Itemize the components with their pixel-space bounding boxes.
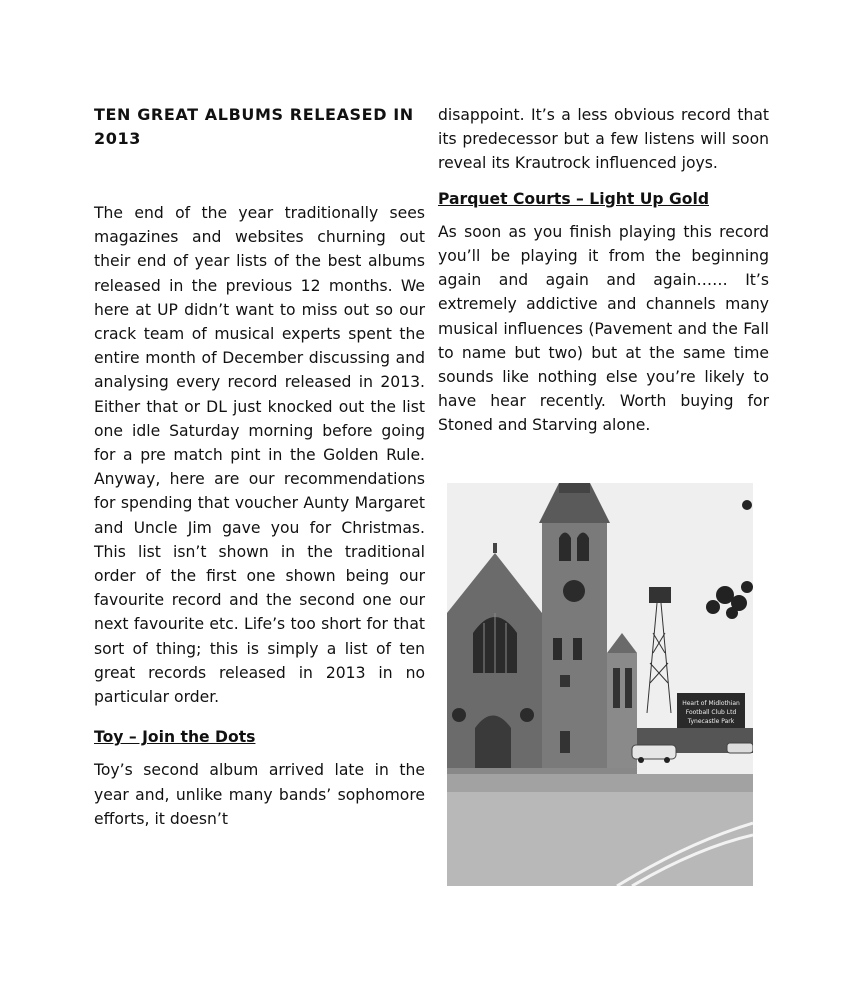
right-column bbox=[438, 103, 769, 438]
sign-text-line1: Heart of Midlothian bbox=[682, 700, 740, 707]
church-photo bbox=[447, 483, 753, 886]
sign-text-line3: Tynecastle Park bbox=[687, 718, 735, 725]
album-heading-parquet: Parquet Courts – Light Up Gold bbox=[438, 189, 709, 208]
album-text-parquet: As soon as you finish playing this record you’ll be playing it from the beginning again and again and again…… It’s extremely addictive and channels many musical influences (Pavement and the Fall to name but two) but at the same time sounds like nothing else you’re likely to have hear recently. Worth buying for Stoned and Starving alone. bbox=[438, 222, 769, 435]
album-text-toy-part1: Toy’s second album arrived late in the year and, unlike many bands’ sophomore efforts, it doesn’t bbox=[94, 761, 425, 828]
album-heading-toy: Toy – Join the Dots bbox=[94, 728, 256, 747]
sign-text-line2: Football Club Ltd bbox=[685, 709, 737, 716]
left-column bbox=[94, 100, 425, 831]
article-title: TEN GREAT ALBUMS RELEASED IN 2013 bbox=[94, 105, 414, 148]
album-text-toy-part2: disappoint. It’s a less obvious record that its predecessor but a few listens will soon reveal its Krautrock influenced joys. bbox=[438, 106, 769, 173]
intro-paragraph: The end of the year traditionally sees magazines and websites churning out their end of year lists of the best albums released in the previous 12 months. We here at UP didn’t want to miss out so our crack team of musical experts spent the entire month of December discussing and analysing every record released in 2013. Either that or DL just knocked out the list one idle Saturday morning before going for a pre match pint in the Golden Rule. Anyway, here are our recommendations for spending that voucher Aunty Margaret and Uncle Jim gave you for Christmas. This list isn’t shown in the traditional order of the first one shown being our favourite record and the second one our next favourite etc. Life’s too short for that sort of thing; this is simply a list of ten great records released in 2013 in no particular order. bbox=[94, 204, 425, 707]
